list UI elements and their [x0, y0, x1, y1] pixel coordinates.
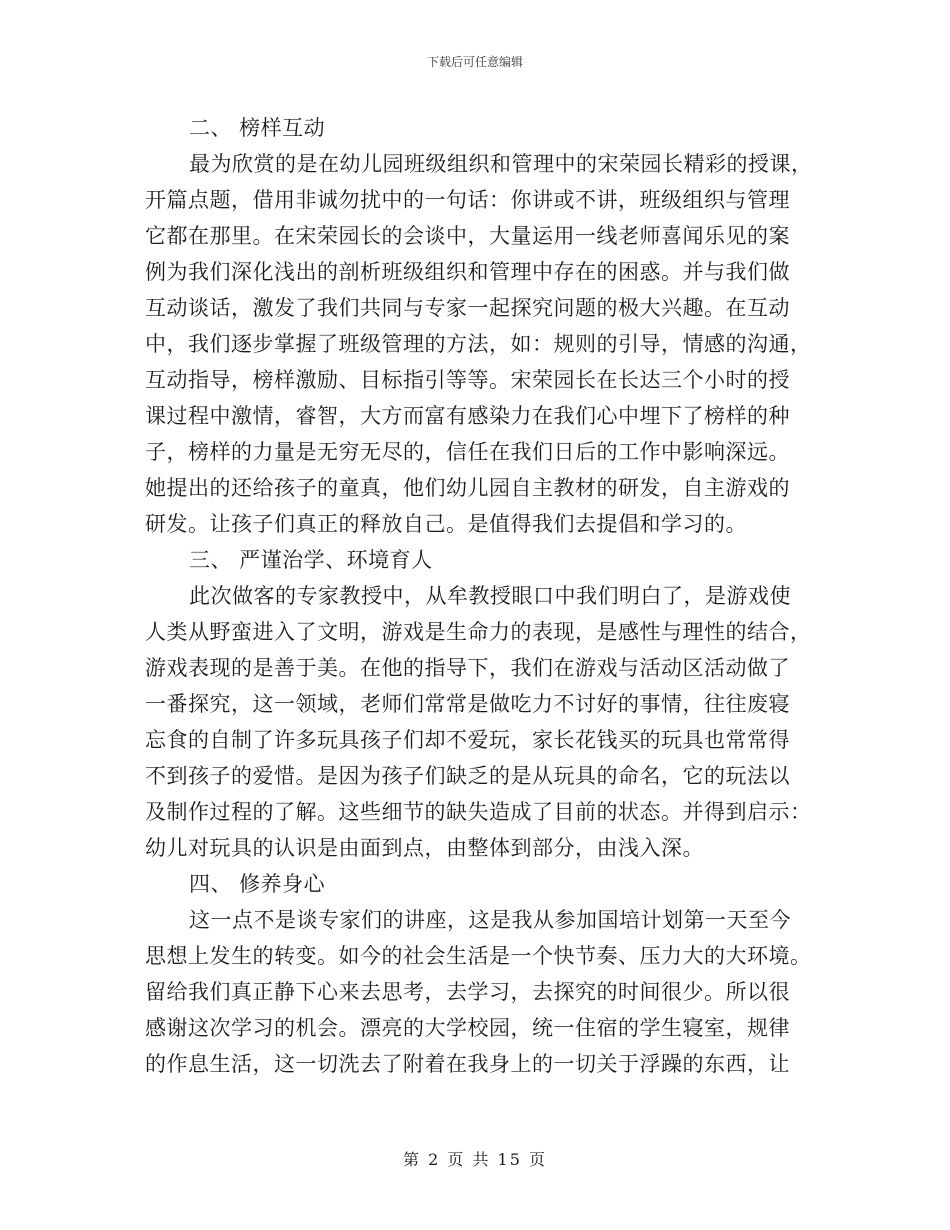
paragraph-line: 及制作过程的了解。这些细节的缺失造成了目前的状态。并得到启示：	[145, 800, 812, 824]
paragraph-line: 课过程中激情，睿智，大方而富有感染力在我们心中埋下了榜样的种	[145, 404, 790, 428]
paragraph-line: 互动谈话，激发了我们共同与专家一起探究问题的极大兴趣。在互动	[145, 296, 790, 320]
paragraph-line: 这一点不是谈专家们的讲座，这是我从参加国培计划第一天至今	[189, 908, 791, 932]
header-note: 下载后可任意编辑	[426, 55, 523, 69]
paragraph-line: 开篇点题，借用非诚勿扰中的一句话：你讲或不讲，班级组织与管理	[145, 188, 790, 212]
paragraph-line: 忘食的自制了许多玩具孩子们却不爱玩，家长花钱买的玩具也常常得	[145, 728, 790, 752]
paragraph-line: 一番探究，这一领域，老师们常常是做吃力不讨好的事情，往往废寝	[145, 692, 790, 716]
paragraph-line: 例为我们深化浅出的剖析班级组织和管理中存在的困惑。并与我们做	[145, 260, 790, 284]
paragraph-line: 子，榜样的力量是无穷无尽的，信任在我们日后的工作中影响深远。	[145, 440, 790, 464]
paragraph-line: 互动指导，榜样激励、目标指引等等。宋荣园长在长达三个小时的授	[145, 368, 790, 392]
paragraph-line: 留给我们真正静下心来去思考，去学习，去探究的时间很少。所以很	[145, 980, 790, 1004]
paragraph-line: 最为欣赏的是在幼儿园班级组织和管理中的宋荣园长精彩的授课，	[189, 152, 813, 176]
paragraph-line: 幼儿对玩具的认识是由面到点，由整体到部分，由浅入深。	[145, 836, 704, 860]
paragraph-line: 她提出的还给孩子的童真，他们幼儿园自主教材的研发，自主游戏的	[145, 476, 790, 500]
paragraph-line: 的作息生活，这一切洗去了附着在我身上的一切关于浮躁的东西，让	[145, 1052, 790, 1076]
page-indicator: 第 2 页 共 15 页	[403, 1150, 547, 1169]
paragraph-line: 研发。让孩子们真正的释放自己。是值得我们去提倡和学习的。	[145, 512, 747, 536]
paragraph-line: 游戏表现的是善于美。在他的指导下，我们在游戏与活动区活动做了	[145, 656, 790, 680]
paragraph-line: 中，我们逐步掌握了班级管理的方法，如：规则的引导，情感的沟通，	[145, 332, 812, 356]
paragraph-line: 感谢这次学习的机会。漂亮的大学校园，统一住宿的学生寝室，规律	[145, 1016, 790, 1040]
section-heading: 三、 严谨治学、环境育人	[189, 548, 433, 572]
paragraph-line: 思想上发生的转变。如今的社会生活是一个快节奏、压力大的大环境。	[145, 944, 812, 968]
section-heading: 二、 榜样互动	[189, 116, 326, 140]
paragraph-line: 人类从野蛮进入了文明，游戏是生命力的表现，是感性与理性的结合，	[145, 620, 812, 644]
paragraph-line: 不到孩子的爱惜。是因为孩子们缺乏的是从玩具的命名，它的玩法以	[145, 764, 790, 788]
document-body	[145, 110, 813, 1082]
paragraph-line: 它都在那里。在宋荣园长的会谈中，大量运用一线老师喜闻乐见的案	[145, 224, 790, 248]
section-heading: 四、 修养身心	[189, 872, 326, 896]
paragraph-line: 此次做客的专家教授中，从牟教授眼口中我们明白了，是游戏使	[189, 584, 791, 608]
